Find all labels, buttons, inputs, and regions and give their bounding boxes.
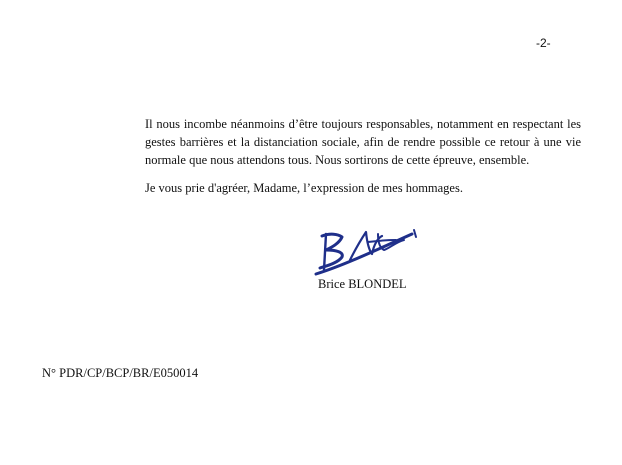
paragraph-closing: Je vous prie d'agréer, Madame, l’expression de mes hommages. bbox=[145, 181, 463, 195]
reference-number: N° PDR/CP/BCP/BR/E050014 bbox=[42, 366, 199, 380]
handwritten-signature bbox=[312, 224, 420, 278]
signer-name: Brice BLONDEL bbox=[318, 277, 407, 291]
paragraph-responsibility: Il nous incombe néanmoins d’être toujours responsables, notamment en respectant les gestes barrières et la distanciation sociale, afin de rendre possible ce retour à une vie normale que nous attendons tous. Nous sortirons de cette épreuve, ensemble. bbox=[145, 117, 581, 167]
letter-body bbox=[145, 115, 581, 207]
page-number: -2- bbox=[536, 36, 551, 50]
